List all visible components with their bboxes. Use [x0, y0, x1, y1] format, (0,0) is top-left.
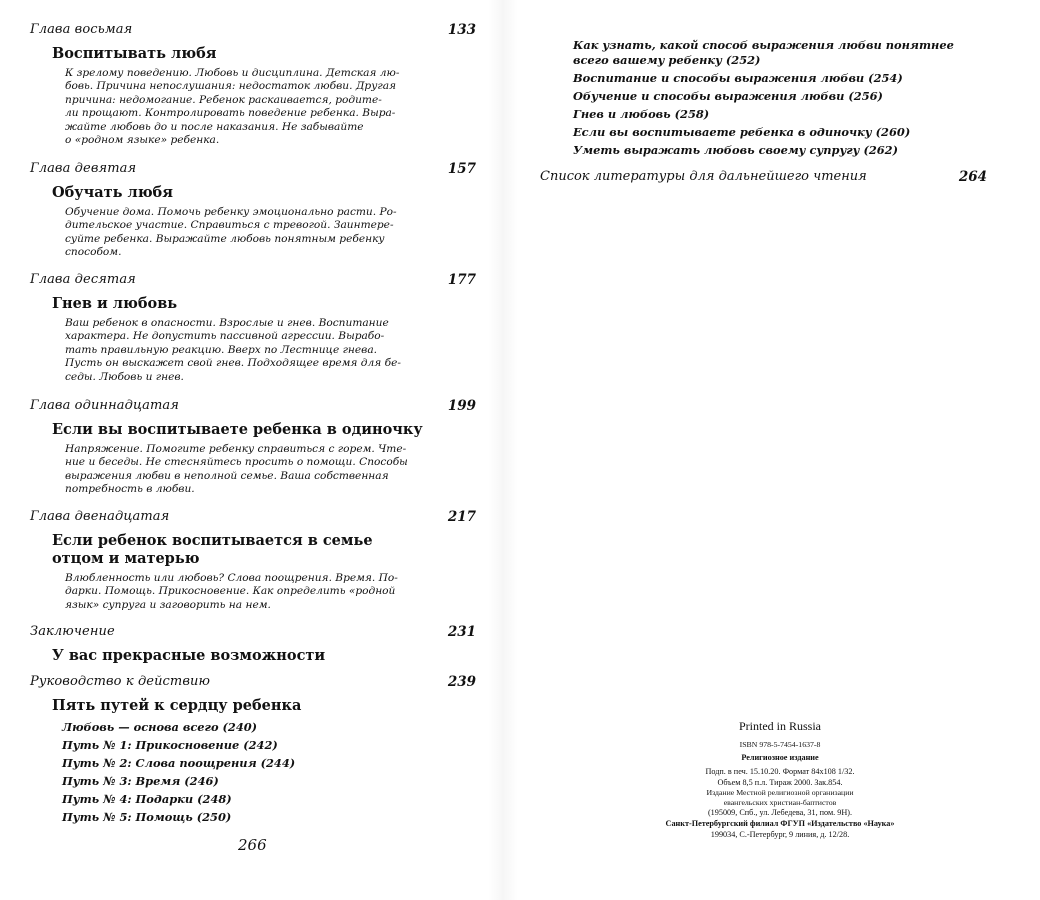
chapter-page-number: 239 — [447, 674, 476, 690]
print-signed: Подп. в печ. 15.10.20. Формат 84x108 1/32. — [705, 766, 855, 776]
summary-line: суйте ребенка. Выражайте любовь понятным ребенку — [65, 232, 385, 245]
summary-line: способом. — [65, 246, 122, 259]
chapter-label: Глава двенадцатая — [30, 509, 170, 524]
toc-chapter-9 — [30, 161, 476, 260]
publisher-line: Издание Местной религиозной организации — [706, 788, 854, 798]
chapter-label: Заключение — [30, 624, 115, 639]
printed-in: Printed in Russia — [738, 719, 821, 733]
summary-line: жайте любовь до и после наказания. Не забывайте — [65, 120, 364, 133]
chapter-label: Глава девятая — [30, 161, 137, 176]
summary-line: причина: недомогание. Ребенок раскаивается, родите- — [65, 93, 382, 106]
summary-line: язык» супруга и заговорить на нем. — [65, 598, 271, 611]
summary-line: седы. Любовь и гнев. — [65, 370, 184, 383]
subsection-item — [573, 125, 953, 140]
edition-category: Религиозное издание — [741, 753, 819, 762]
chapter-page-number: 157 — [447, 161, 476, 177]
publisher-address: (195009, Спб., ул. Лебедева, 31, пом. 9Н). — [707, 808, 853, 818]
chapter-page-number: 177 — [447, 272, 476, 288]
toc-chapter-10 — [30, 272, 476, 384]
subsection-list-continued — [573, 38, 953, 161]
left-page — [0, 0, 500, 900]
subsection-item — [573, 89, 953, 104]
chapter-title: Пять путей к сердцу ребенка — [52, 697, 302, 714]
subsection-item: Любовь — основа всего (240) — [62, 720, 258, 734]
chapter-title-line: Если ребенок воспитывается в семье — [52, 532, 373, 549]
subsection-list — [62, 718, 476, 826]
print-volume: Объем 8,5 п.л. Тираж 2000. Зак.854. — [717, 777, 843, 787]
bibliography-label: Список литературы для дальнейшего чтения — [540, 169, 867, 184]
chapter-summary — [65, 317, 441, 384]
summary-line: бовь. Причина непослушания: недостаток любви. Другая — [65, 80, 397, 93]
right-page — [500, 0, 1040, 900]
chapter-label: Глава восьмая — [30, 22, 133, 37]
subsection-item: Путь № 1: Прикосновение (242) — [62, 738, 278, 752]
chapter-label: Руководство к действию — [30, 674, 211, 689]
summary-line: ние и беседы. Не стесняйтесь просить о помощи. Способы — [65, 456, 408, 469]
toc-chapter-12 — [30, 509, 476, 612]
toc-chapter-8 — [30, 22, 476, 147]
subsection-item-line: всего вашему ребенку (252) — [573, 52, 761, 67]
toc-conclusion — [30, 624, 476, 665]
printer-name: Санкт-Петербургский филиал ФГУП «Издательство «Наука» — [665, 819, 895, 829]
chapter-summary — [65, 206, 441, 260]
subsection-item: Путь № 5: Помощь (250) — [62, 810, 232, 824]
publisher-line: евангельских христиан-баптистов — [723, 798, 837, 808]
chapter-summary — [65, 572, 441, 612]
subsection-item — [573, 38, 953, 67]
chapter-title: Если вы воспитываете ребенка в одиночку — [52, 421, 423, 438]
subsection-item-line: Гнев и любовь (258) — [573, 106, 710, 121]
toc-action-guide — [30, 674, 476, 826]
summary-line: Пусть он выскажет свой гнев. Подходящее время для бе- — [65, 357, 401, 370]
subsection-item: Путь № 3: Время (246) — [62, 774, 219, 788]
chapter-page-number: 231 — [447, 624, 476, 640]
summary-line: Влюбленность или любовь? Слова поощрения. Время. По- — [65, 572, 398, 584]
chapter-title: Воспитывать любя — [52, 45, 217, 62]
chapter-title — [52, 532, 476, 568]
subsection-item-line: Если вы воспитываете ребенка в одиночку (260) — [573, 124, 911, 139]
bibliography-page-number: 264 — [958, 169, 987, 185]
summary-line: К зрелому поведению. Любовь и дисциплина. Детская лю- — [65, 67, 400, 79]
summary-line: ли прощают. Контролировать поведение ребенка. Выра- — [65, 107, 396, 120]
subsection-item-line: Как узнать, какой способ выражения любви понятнее — [573, 38, 954, 52]
chapter-page-number: 217 — [447, 509, 476, 525]
chapter-summary — [65, 67, 441, 147]
summary-line: характера. Не допустить пассивной агрессии. Вырабо- — [65, 330, 385, 343]
summary-line: о «родном языке» ребенка. — [65, 134, 220, 147]
chapter-page-number: 199 — [447, 398, 476, 414]
isbn: ISBN 978-5-7454-1637-8 — [739, 740, 821, 749]
summary-line: Ваш ребенок в опасности. Взрослые и гнев. Воспитание — [65, 317, 389, 329]
subsection-item: Путь № 4: Подарки (248) — [62, 792, 232, 806]
summary-line: потребность в любви. — [65, 483, 195, 496]
subsection-item — [573, 71, 953, 86]
chapter-label: Глава одиннадцатая — [30, 398, 179, 413]
chapter-page-number: 133 — [447, 22, 476, 38]
imprint-block — [600, 718, 960, 841]
subsection-item-line: Обучение и способы выражения любви (256) — [573, 88, 883, 103]
summary-line: выражения любви в неполной семье. Ваша собственная — [65, 469, 389, 482]
chapter-title: Обучать любя — [52, 184, 173, 201]
page-number: 266 — [238, 836, 267, 854]
subsection-item — [573, 107, 953, 122]
subsection-item-line: Воспитание и способы выражения любви (254) — [573, 70, 903, 85]
chapter-title: У вас прекрасные возможности — [52, 647, 326, 664]
chapter-summary — [65, 443, 441, 497]
printer-address: 199034, С.-Петербург, 9 линия, д. 12/28. — [710, 829, 850, 839]
chapter-label: Глава десятая — [30, 272, 136, 287]
chapter-title: Гнев и любовь — [52, 295, 178, 312]
summary-line: Обучение дома. Помочь ребенку эмоционально расти. Ро- — [65, 206, 397, 218]
summary-line: дительское участие. Справиться с тревогой. Заинтере- — [65, 219, 394, 232]
summary-line: тать правильную реакцию. Вверх по Лестнице гнева. — [65, 343, 378, 356]
chapter-title-line: отцом и матерью — [52, 550, 200, 567]
subsection-item-line: Уметь выражать любовь своему супругу (262) — [573, 142, 899, 157]
summary-line: Напряжение. Помогите ребенку справиться с горем. Чте- — [65, 443, 407, 455]
toc-chapter-11 — [30, 398, 476, 497]
toc-bibliography — [540, 169, 987, 189]
summary-line: дарки. Помощь. Прикосновение. Как определить «родной — [65, 585, 396, 598]
subsection-item: Путь № 2: Слова поощрения (244) — [62, 756, 296, 770]
subsection-item — [573, 143, 953, 158]
